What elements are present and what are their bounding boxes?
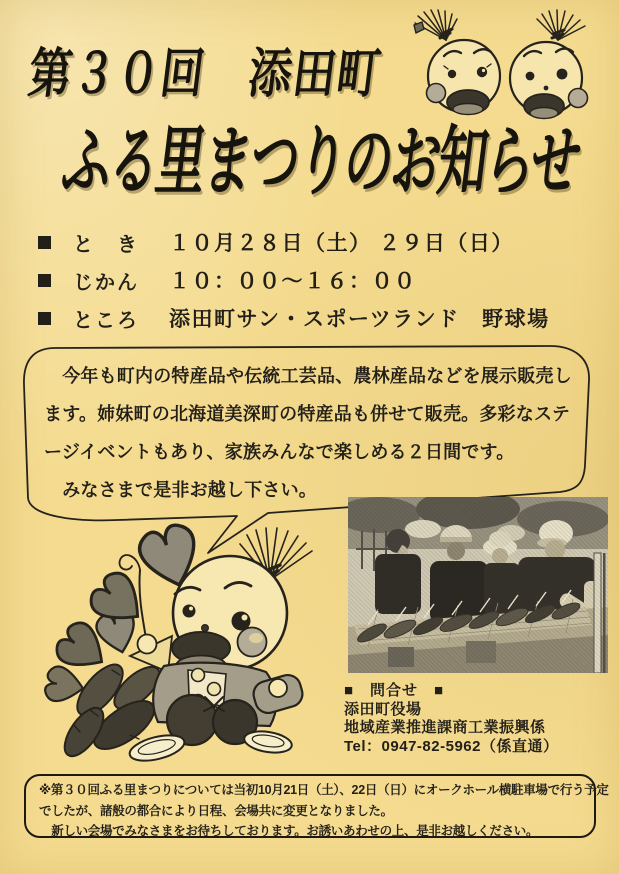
bubble-line: ージイベントもあり、家族みんなで楽しめる２日間です。 [44, 442, 515, 462]
mascot-heads-icon [398, 8, 610, 120]
contact-heading: ■ 問合せ ■ [344, 682, 445, 699]
schedule-label: じかん [73, 271, 139, 294]
contact-office: 添田町役場 [344, 700, 422, 718]
bullet-icon [38, 236, 51, 249]
sweet-potato-mascot [42, 520, 342, 782]
notice-line: ※第３０回ふる里まつりについては当初10月21日（土）、22日（日）にオークホール横駐車場で行う予定 [39, 783, 609, 797]
page-title: 第３０回 添田町 [25, 44, 385, 105]
schedule-row-time [38, 265, 417, 295]
schedule-row-date [38, 227, 514, 257]
bullet-icon [38, 274, 51, 287]
contact-department: 地域産業推進課商工業振興係 [344, 719, 546, 736]
notice-line: 新しい会場でみなさまをお待ちしております。お誘いあわせの上、是非お越しください。 [39, 824, 539, 838]
page-subtitle: ふる里まつりのお知らせ [57, 120, 584, 205]
schedule-row-place [38, 303, 550, 333]
notice-box [24, 774, 609, 838]
festival-photo-art [348, 497, 608, 673]
schedule-value: 添田町サン・スポーツランド 野球場 [169, 308, 550, 331]
schedule-value: １０：００～１６：００ [169, 270, 417, 293]
bubble-line: みなさまで是非お越し下さい。 [44, 480, 317, 500]
schedule-label: ところ [73, 309, 139, 332]
schedule-value: １０月２８日（土） ２９日（日） [169, 232, 514, 255]
contact-phone: Tel：0947-82-5962（係直通） [344, 737, 559, 755]
bubble-text-block [44, 357, 584, 509]
festival-photo [348, 497, 608, 673]
bubble-line: 今年も町内の特産品や伝統工芸品、農林産品などを展示販売し [44, 366, 572, 386]
bubble-line: ます。姉妹町の北海道美深町の特産品も併せて販売。多彩なステ [44, 404, 570, 424]
schedule-label: と き [73, 233, 139, 256]
bullet-icon [38, 312, 51, 325]
contact-block [344, 682, 558, 756]
notice-line: でしたが、諸般の都合により日程、会場共に変更となりました。 [39, 803, 393, 818]
